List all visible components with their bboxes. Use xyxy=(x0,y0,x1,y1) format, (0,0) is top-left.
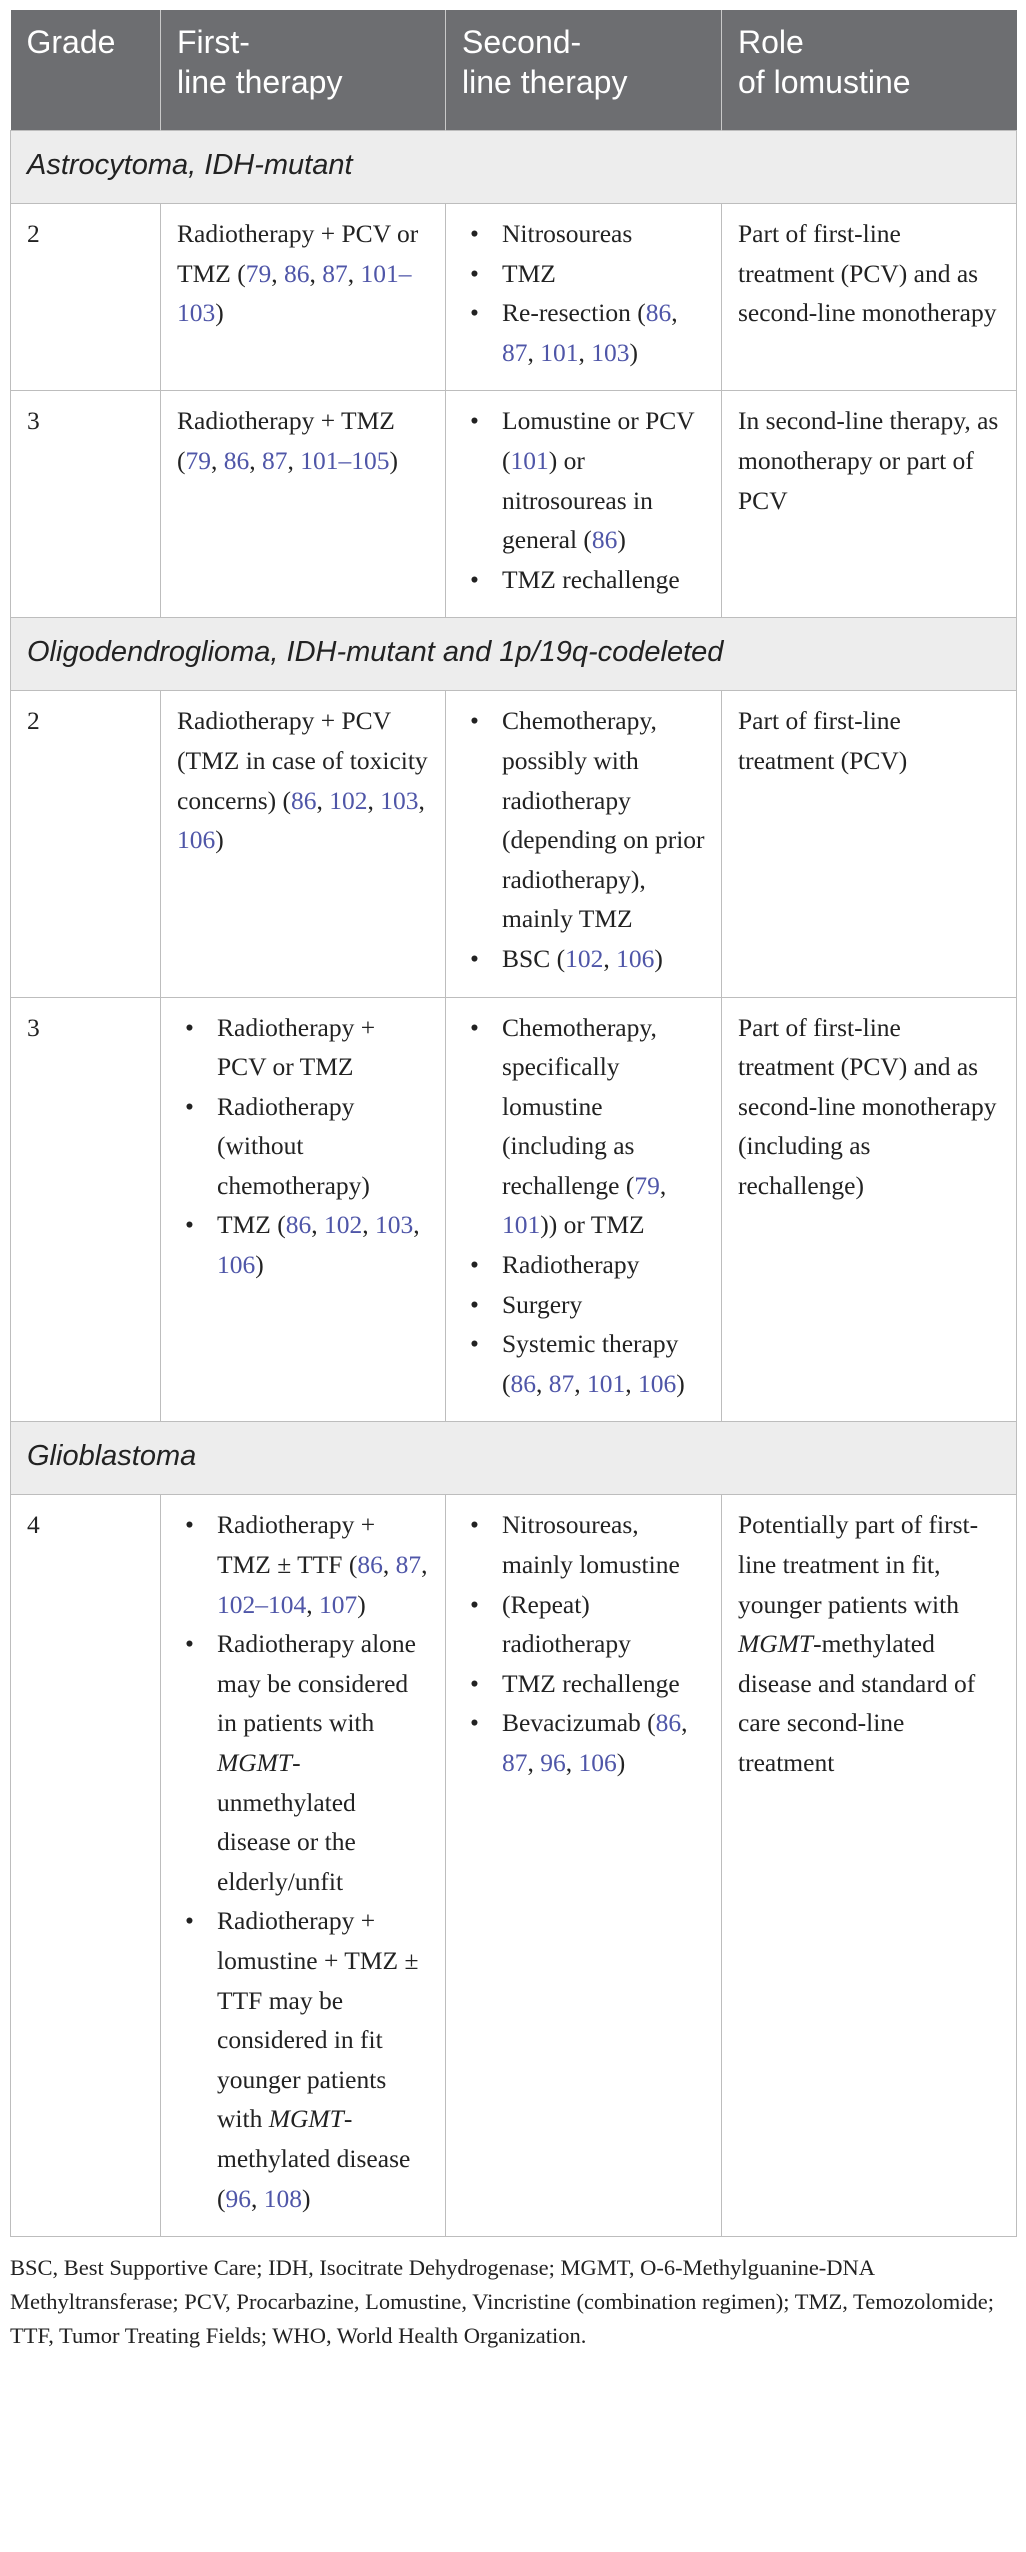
reference-link[interactable]: 87 xyxy=(322,258,348,288)
cell-text: ) xyxy=(616,1748,626,1777)
header-second-line: Second- line therapy xyxy=(446,10,722,131)
cell-text: , xyxy=(421,1550,428,1580)
reference-link[interactable]: 108 xyxy=(263,2183,302,2213)
role-cell xyxy=(722,204,1017,391)
cell-text: Chemotherapy, specifically lomustine (including as rechallenge ( xyxy=(502,1012,657,1200)
reference-link[interactable]: 86 xyxy=(655,1708,682,1738)
second-line-cell xyxy=(446,204,722,391)
cell-text: , xyxy=(527,337,541,367)
cell-text: , xyxy=(311,1210,324,1240)
reference-link[interactable]: 103 xyxy=(374,1210,414,1240)
first-line-cell xyxy=(161,1495,446,2237)
header-row xyxy=(11,10,1017,131)
grade-cell: 4 xyxy=(11,1495,161,2237)
cell-text: BSC ( xyxy=(502,943,566,973)
cell-text: ) xyxy=(302,2183,311,2213)
second-line-cell xyxy=(446,391,722,618)
cell-text: , xyxy=(306,1589,319,1619)
table-row xyxy=(11,691,1017,997)
reference-link[interactable]: 96 xyxy=(225,2183,251,2213)
table-row xyxy=(11,204,1017,391)
table-row xyxy=(11,997,1017,1422)
bullet-item xyxy=(177,1008,429,1087)
cell-text: , xyxy=(367,785,381,815)
cell-text: Part of first-line treatment (PCV) and as second-line monotherapy (including as rechallenge) xyxy=(738,1012,997,1200)
cell-text: ) xyxy=(255,1250,264,1280)
bullet-item xyxy=(177,1205,429,1284)
bullet-item xyxy=(462,1505,705,1584)
reference-link[interactable]: 86 xyxy=(285,1210,312,1240)
cell-text: , xyxy=(574,1368,587,1398)
table-row xyxy=(11,391,1017,618)
reference-link[interactable]: 102 xyxy=(329,785,368,815)
table-body xyxy=(11,131,1017,2237)
grade-cell: 2 xyxy=(11,691,161,997)
cell-text: , xyxy=(671,298,678,328)
cell-text: , xyxy=(659,1170,667,1200)
cell-text: -unmethylated disease or the elderly/unfit xyxy=(217,1748,356,1896)
cell-text: Radiotherapy xyxy=(502,1250,640,1280)
reference-link[interactable]: 106 xyxy=(638,1368,677,1398)
cell-text: Radiotherapy + lomustine + TMZ ± TTF may be considered in fit younger patients with xyxy=(217,1906,419,2134)
reference-link[interactable]: 103 xyxy=(380,785,419,815)
cell-text: , xyxy=(249,445,262,475)
bullet-list xyxy=(462,1008,705,1404)
bullet-item xyxy=(462,214,705,254)
role-cell xyxy=(722,1495,1017,2237)
cell-text: , xyxy=(418,785,425,815)
cell-text: , xyxy=(565,1748,579,1777)
table-row xyxy=(11,1495,1017,2237)
bullet-item xyxy=(462,1585,705,1664)
section-title: Glioblastoma xyxy=(11,1422,1017,1495)
cell-text: ) xyxy=(629,337,638,367)
table-header xyxy=(11,10,1017,131)
bullet-item xyxy=(462,401,705,559)
reference-link[interactable]: 86 xyxy=(283,258,310,288)
first-line-cell xyxy=(161,997,446,1422)
reference-link[interactable]: 101 xyxy=(510,445,549,475)
reference-link[interactable]: 106 xyxy=(616,943,655,973)
cell-text: , xyxy=(681,1708,688,1738)
reference-link[interactable]: 101 xyxy=(587,1368,626,1398)
reference-link[interactable]: 86 xyxy=(645,298,672,328)
grade-cell: 3 xyxy=(11,391,161,618)
cell-text: Surgery xyxy=(502,1289,583,1319)
cell-text: Radiotherapy (without chemotherapy) xyxy=(217,1091,370,1200)
cell-text: Radiotherapy + PCV (TMZ in case of toxicity concerns) ( xyxy=(177,706,428,815)
cell-text: -methylated disease and standard of care second-line treatment xyxy=(738,1629,976,1777)
reference-link[interactable]: 101 xyxy=(502,1210,541,1240)
reference-link[interactable]: 87 xyxy=(502,1748,528,1777)
reference-link[interactable]: 106 xyxy=(217,1250,256,1280)
cell-text: ) xyxy=(215,298,224,328)
bullet-list xyxy=(177,1505,429,2218)
cell-text: , xyxy=(362,1210,375,1240)
reference-link[interactable]: 102 xyxy=(565,943,604,973)
bullet-list xyxy=(462,214,705,372)
reference-link[interactable]: 102–104 xyxy=(217,1589,307,1619)
cell-text: Radiotherapy alone may be considered in patients with xyxy=(217,1629,416,1738)
cell-text: , xyxy=(413,1210,420,1240)
cell-text: ) xyxy=(389,445,398,475)
cell-text: ) or nitrosoureas in general ( xyxy=(502,445,653,555)
bullet-list xyxy=(177,1008,429,1285)
cell-text: , xyxy=(578,337,592,367)
cell-text: )) or TMZ xyxy=(540,1210,645,1240)
cell-text: , xyxy=(382,1550,396,1580)
cell-text: Potentially part of first-line treatment in fit, younger patients with xyxy=(738,1510,979,1619)
bullet-item xyxy=(462,1285,705,1325)
header-grade: Grade xyxy=(11,10,161,131)
reference-link[interactable]: 101 xyxy=(540,337,579,367)
section-row xyxy=(11,618,1017,691)
bullet-list xyxy=(462,401,705,599)
role-cell xyxy=(722,997,1017,1422)
cell-text: Radiotherapy + TMZ ( xyxy=(177,406,395,475)
bullet-item xyxy=(177,1901,429,2218)
reference-link[interactable]: 86 xyxy=(223,445,250,475)
cell-text: , xyxy=(287,445,301,475)
cell-text: , xyxy=(309,258,323,288)
section-row xyxy=(11,131,1017,204)
cell-text: ) xyxy=(654,943,663,973)
cell-text: ) xyxy=(676,1368,685,1398)
table-container xyxy=(10,10,1016,2353)
cell-text: TMZ ( xyxy=(217,1210,286,1240)
role-cell xyxy=(722,691,1017,997)
cell-text: , xyxy=(211,445,224,475)
reference-link[interactable]: 86 xyxy=(290,785,317,815)
reference-link[interactable]: 102 xyxy=(323,1210,363,1240)
bullet-item xyxy=(462,560,705,600)
cell-text: TMZ rechallenge xyxy=(502,564,680,594)
header-first-line: First- line therapy xyxy=(161,10,446,131)
bullet-item xyxy=(462,1324,705,1403)
reference-link[interactable]: 107 xyxy=(319,1589,358,1619)
reference-link[interactable]: 86 xyxy=(357,1550,383,1580)
cell-text: , xyxy=(625,1368,638,1398)
cell-text: In second-line therapy, as monotherapy or part of PCV xyxy=(738,406,999,515)
first-line-cell xyxy=(161,391,446,618)
cell-text: , xyxy=(536,1368,549,1398)
cell-text: (Repeat) radiotherapy xyxy=(502,1589,631,1659)
reference-link[interactable]: 79 xyxy=(634,1170,660,1200)
cell-text: Lomustine or PCV ( xyxy=(502,406,695,475)
reference-link[interactable]: 79 xyxy=(245,258,272,288)
bullet-item xyxy=(462,1664,705,1704)
grade-cell: 2 xyxy=(11,204,161,391)
bullet-item xyxy=(462,701,705,939)
bullet-item xyxy=(177,1505,429,1624)
reference-link[interactable]: 101–103 xyxy=(177,258,412,328)
section-row xyxy=(11,1422,1017,1495)
cell-text: , xyxy=(527,1748,541,1777)
cell-text: , xyxy=(347,258,361,288)
table-footnote: BSC, Best Supportive Care; IDH, Isocitrate Dehydrogenase; MGMT, O-6-Methylguanine-DNA Methyltransferase; PCV, Procarbazine, Lomustine, Vincristine (combination regimen); TMZ, Temozolomide; TTF, Tumor Treating Fields; WHO, World Health Organization. xyxy=(10,2255,994,2349)
role-cell xyxy=(722,391,1017,618)
cell-text: Radiotherapy + TMZ ± TTF ( xyxy=(217,1510,376,1580)
reference-link[interactable]: 87 xyxy=(548,1368,575,1398)
cell-text: Radiotherapy + PCV or TMZ ( xyxy=(177,219,419,288)
reference-link[interactable]: 79 xyxy=(185,445,211,475)
bullet-item xyxy=(462,939,705,979)
header-role: Role of lomustine xyxy=(722,10,1017,131)
bullet-list xyxy=(462,1505,705,1782)
cell-text: , xyxy=(316,785,330,815)
bullet-list xyxy=(462,701,705,978)
cell-text: ) xyxy=(617,525,626,555)
reference-link[interactable]: 86 xyxy=(591,525,618,555)
second-line-cell xyxy=(446,691,722,997)
cell-text: Nitrosoureas, mainly lomustine xyxy=(502,1510,680,1580)
second-line-cell xyxy=(446,1495,722,2237)
therapy-table xyxy=(10,10,1017,2237)
cell-text: TMZ xyxy=(502,258,556,288)
cell-text: Radiotherapy + PCV or TMZ xyxy=(217,1012,376,1082)
cell-text: Bevacizumab ( xyxy=(502,1708,656,1738)
cell-text: Nitrosoureas xyxy=(502,219,633,248)
section-title: Astrocytoma, IDH-mutant xyxy=(11,131,1017,204)
gene-name: MGMT xyxy=(217,1748,293,1777)
cell-text: TMZ rechallenge xyxy=(502,1668,680,1698)
bullet-item xyxy=(462,1703,705,1782)
reference-link[interactable]: 86 xyxy=(510,1368,536,1398)
cell-text: Part of first-line treatment (PCV) and as second-line monotherapy xyxy=(738,219,997,328)
cell-text: ) xyxy=(357,1589,366,1619)
bullet-item xyxy=(462,254,705,294)
second-line-cell xyxy=(446,997,722,1422)
cell-text: Systemic therapy ( xyxy=(502,1329,679,1398)
first-line-cell xyxy=(161,204,446,391)
reference-link[interactable]: 87 xyxy=(395,1550,422,1580)
cell-text: , xyxy=(271,258,284,288)
reference-link[interactable]: 96 xyxy=(540,1748,566,1777)
bullet-item xyxy=(177,1087,429,1206)
reference-link[interactable]: 103 xyxy=(591,337,630,367)
first-line-cell xyxy=(161,691,446,997)
reference-link[interactable]: 106 xyxy=(578,1748,617,1777)
gene-name: MGMT xyxy=(268,2104,344,2134)
grade-cell: 3 xyxy=(11,997,161,1422)
section-title: Oligodendroglioma, IDH-mutant and 1p/19q-codeleted xyxy=(11,618,1017,691)
cell-text: Chemotherapy, possibly with radiotherapy (depending on prior radiotherapy), mainly TMZ xyxy=(502,706,705,934)
cell-text: ) xyxy=(215,825,224,855)
gene-name: MGMT xyxy=(738,1629,814,1659)
reference-link[interactable]: 106 xyxy=(177,825,216,855)
bullet-item xyxy=(462,293,705,372)
bullet-item xyxy=(462,1245,705,1285)
bullet-item xyxy=(462,1008,705,1246)
reference-link[interactable]: 87 xyxy=(262,445,288,475)
reference-link[interactable]: 101–105 xyxy=(300,445,390,475)
cell-text: -methylated disease ( xyxy=(217,2104,411,2213)
cell-text: , xyxy=(251,2183,264,2213)
bullet-item xyxy=(177,1624,429,1901)
reference-link[interactable]: 87 xyxy=(502,337,528,367)
cell-text: , xyxy=(603,943,617,973)
cell-text: Re-resection ( xyxy=(502,298,646,328)
cell-text: Part of first-line treatment (PCV) xyxy=(738,706,908,775)
